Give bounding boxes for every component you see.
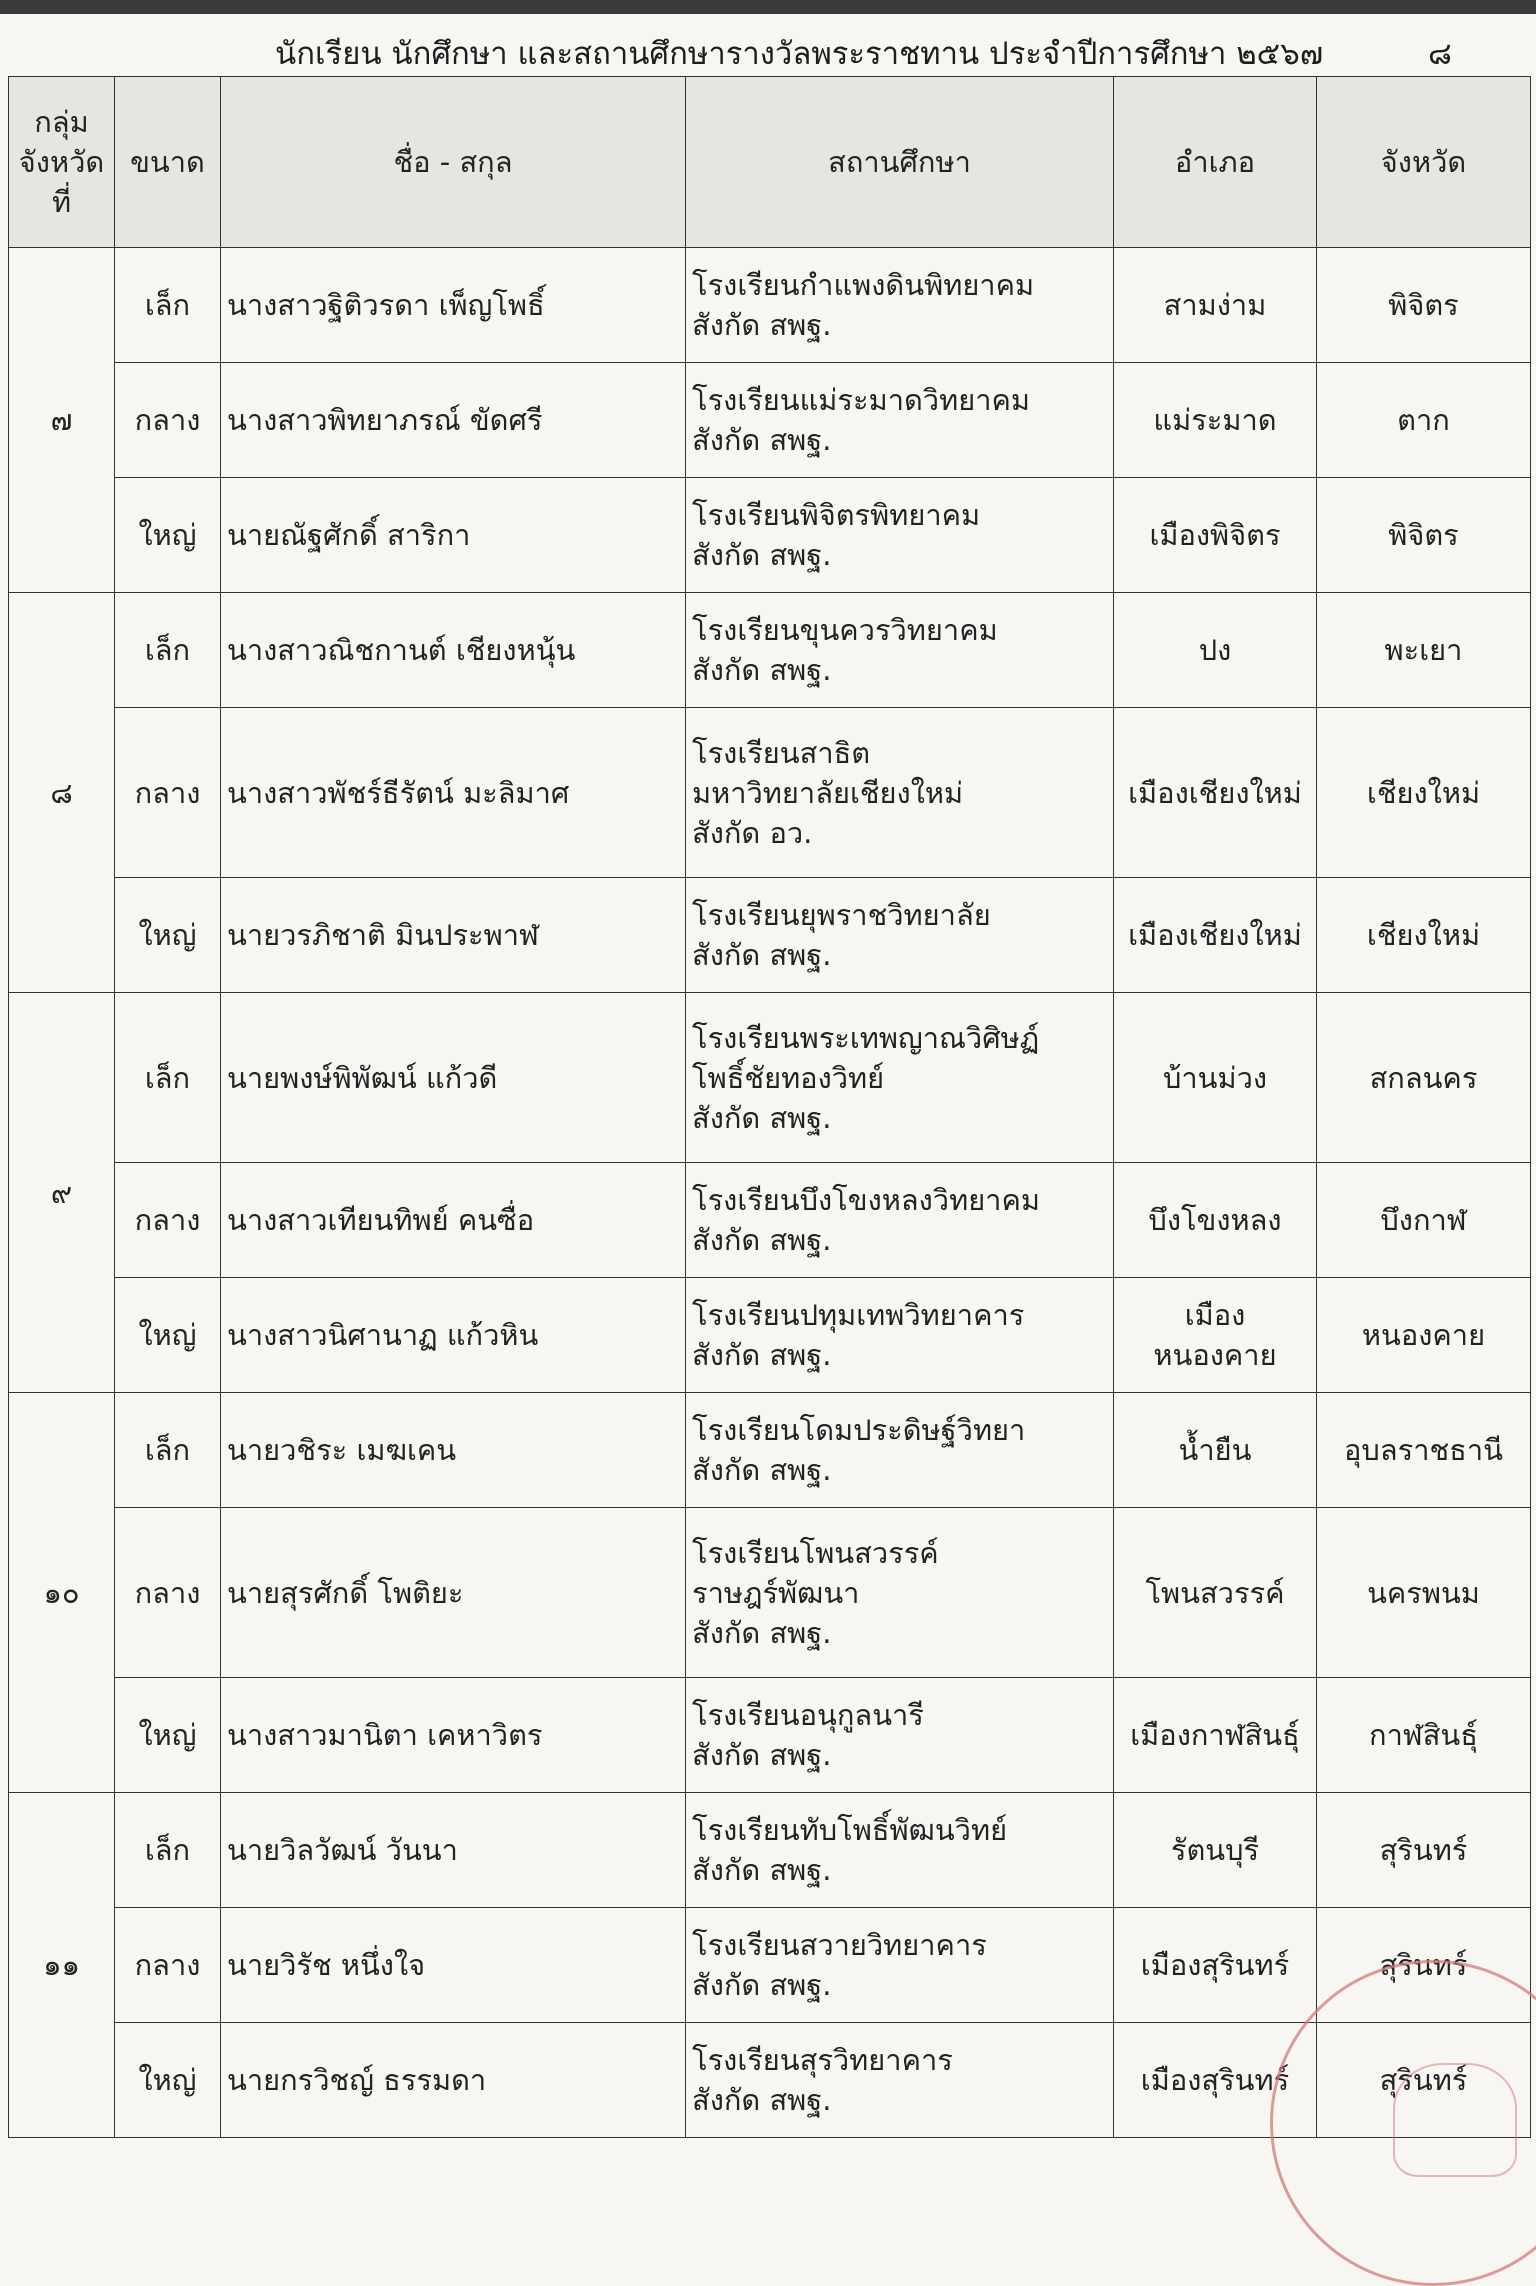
district-line: เมือง [1184, 1298, 1246, 1332]
seal-emblem [1393, 2063, 1517, 2177]
district-line: แม่ระมาด [1153, 403, 1277, 437]
school-line: โรงเรียนสาธิต [692, 735, 871, 770]
school-cell [686, 1908, 1114, 2023]
school-line: สังกัด สพฐ. [692, 1453, 832, 1487]
school-line: สังกัด สพฐ. [692, 1853, 832, 1887]
header-name: ชื่อ - สกุล [221, 77, 686, 248]
province-cell: อุบลราชธานี [1317, 1393, 1531, 1508]
table-header [9, 77, 1531, 248]
top-scan-edge [0, 0, 1536, 14]
district-cell [1114, 1278, 1317, 1393]
school-line: โพธิ์ชัยทองวิทย์ [692, 1060, 885, 1095]
district-cell [1114, 1163, 1317, 1278]
table-row [9, 1278, 1531, 1393]
size-cell: ใหญ่ [115, 2023, 221, 2138]
province-cell: พิจิตร [1317, 478, 1531, 593]
header-group-line: ที่ [51, 185, 72, 219]
province-cell: สุรินทร์ [1317, 1793, 1531, 1908]
school-cell [686, 1508, 1114, 1678]
school-line: ราษฎร์พัฒนา [692, 1575, 860, 1610]
district-line: โพนสวรรค์ [1145, 1575, 1285, 1610]
group-number: ๑๑ [9, 1793, 115, 2138]
name-cell: นายวชิระ เมฆเคน [221, 1393, 686, 1508]
name-cell: นายพงษ์พิพัฒน์ แก้วดี [221, 993, 686, 1163]
school-line: โรงเรียนขุนควรวิทยาคม [692, 613, 998, 647]
school-line: โรงเรียนโพนสวรรค์ [692, 1535, 939, 1570]
district-line: เมืองเชียงใหม่ [1128, 775, 1302, 810]
table-row [9, 1393, 1531, 1508]
district-line: เมืองกาฬสินธุ์ [1130, 1718, 1300, 1752]
province-cell: หนองคาย [1317, 1278, 1531, 1393]
school-line: สังกัด สพฐ. [692, 1223, 832, 1257]
province-cell: กาฬสินธุ์ [1317, 1678, 1531, 1793]
district-cell [1114, 1908, 1317, 2023]
school-line: โรงเรียนสวายวิทยาคาร [692, 1928, 987, 1962]
school-line: โรงเรียนกำแพงดินพิทยาคม [692, 268, 1035, 302]
page-title: นักเรียน นักศึกษา และสถานศึกษารางวัลพระราชทาน ประจำปีการศึกษา ๒๕๖๗ [275, 36, 1324, 72]
name-cell: นางสาวมานิตา เคหาวิตร [221, 1678, 686, 1793]
district-line: บึงโขงหลง [1148, 1203, 1282, 1237]
size-cell: กลาง [115, 1908, 221, 2023]
size-cell: ใหญ่ [115, 1278, 221, 1393]
size-cell: ใหญ่ [115, 478, 221, 593]
school-cell [686, 2023, 1114, 2138]
header-group-line: จังหวัด [18, 145, 105, 179]
district-line: รัตนบุรี [1170, 1833, 1260, 1867]
awards-table [8, 76, 1531, 2138]
province-cell: เชียงใหม่ [1317, 708, 1531, 878]
district-cell [1114, 993, 1317, 1163]
group-number: ๑๐ [9, 1393, 115, 1793]
district-line: เมืองสุรินทร์ [1140, 1948, 1290, 1982]
size-cell: กลาง [115, 1163, 221, 1278]
school-line: โรงเรียนยุพราชวิทยาลัย [692, 898, 991, 932]
name-cell: นางสาวพิทยาภรณ์ ขัดศรี [221, 363, 686, 478]
school-cell [686, 248, 1114, 363]
district-line: เมืองเชียงใหม่ [1128, 918, 1302, 952]
school-line: สังกัด สพฐ. [692, 423, 832, 457]
group-number: ๗ [9, 248, 115, 593]
school-line: โรงเรียนอนุกูลนารี [692, 1698, 924, 1732]
school-line: สังกัด สพฐ. [692, 2083, 832, 2117]
province-cell: สกลนคร [1317, 993, 1531, 1163]
header-province: จังหวัด [1317, 77, 1531, 248]
table-row [9, 248, 1531, 363]
district-line: สามง่าม [1163, 288, 1267, 322]
table-row [9, 478, 1531, 593]
school-cell [686, 1163, 1114, 1278]
district-line: ปง [1198, 633, 1232, 667]
school-cell [686, 708, 1114, 878]
school-line: สังกัด สพฐ. [692, 938, 832, 972]
size-cell: เล็ก [115, 993, 221, 1163]
name-cell: นายวิรัช หนึ่งใจ [221, 1908, 686, 2023]
table-row [9, 1793, 1531, 1908]
district-cell [1114, 593, 1317, 708]
school-line: โรงเรียนทับโพธิ์พัฒนวิทย์ [692, 1813, 1008, 1847]
district-cell [1114, 708, 1317, 878]
province-cell: สุรินทร์ [1317, 2023, 1531, 2138]
province-cell: พิจิตร [1317, 248, 1531, 363]
province-cell: บึงกาฬ [1317, 1163, 1531, 1278]
district-line: เมืองสุรินทร์ [1140, 2063, 1290, 2097]
table-row [9, 593, 1531, 708]
school-line: สังกัด สพฐ. [692, 538, 832, 572]
table-row [9, 1678, 1531, 1793]
school-line: สังกัด สพฐ. [692, 1100, 832, 1135]
school-line: โรงเรียนพิจิตรพิทยาคม [692, 498, 981, 532]
school-line: มหาวิทยาลัยเชียงใหม่ [692, 775, 964, 810]
school-line: โรงเรียนบึงโขงหลงวิทยาคม [692, 1183, 1040, 1217]
district-cell [1114, 1393, 1317, 1508]
table-row [9, 363, 1531, 478]
name-cell: นางสาวเทียนทิพย์ คนซื่อ [221, 1163, 686, 1278]
district-cell [1114, 478, 1317, 593]
school-line: สังกัด สพฐ. [692, 308, 832, 342]
size-cell: เล็ก [115, 248, 221, 363]
province-cell: พะเยา [1317, 593, 1531, 708]
school-cell [686, 593, 1114, 708]
table-row [9, 1508, 1531, 1678]
table-row [9, 878, 1531, 993]
school-cell [686, 1393, 1114, 1508]
size-cell: ใหญ่ [115, 878, 221, 993]
district-line: บ้านม่วง [1162, 1060, 1268, 1095]
province-cell: ตาก [1317, 363, 1531, 478]
table-row [9, 1908, 1531, 2023]
school-line: โรงเรียนพระเทพญาณวิศิษฏ์ [692, 1020, 1040, 1055]
size-cell: ใหญ่ [115, 1678, 221, 1793]
province-cell: สุรินทร์ [1317, 1908, 1531, 2023]
school-line: โรงเรียนแม่ระมาดวิทยาคม [692, 383, 1031, 417]
district-line: หนองคาย [1153, 1338, 1277, 1372]
school-line: โรงเรียนสุรวิทยาคาร [692, 2043, 953, 2077]
district-cell [1114, 1678, 1317, 1793]
size-cell: กลาง [115, 708, 221, 878]
page-number: ๘ [1428, 36, 1452, 72]
school-cell [686, 878, 1114, 993]
size-cell: กลาง [115, 1508, 221, 1678]
header-size: ขนาด [115, 77, 221, 248]
school-line: สังกัด สพฐ. [692, 653, 832, 687]
size-cell: เล็ก [115, 1793, 221, 1908]
school-cell [686, 1278, 1114, 1393]
school-line: สังกัด สพฐ. [692, 1968, 832, 2002]
school-line: โรงเรียนโดมประดิษฐ์วิทยา [692, 1413, 1026, 1447]
group-number: ๙ [9, 993, 115, 1393]
size-cell: เล็ก [115, 593, 221, 708]
size-cell: เล็ก [115, 1393, 221, 1508]
school-line: สังกัด สพฐ. [692, 1615, 832, 1650]
page-header [0, 14, 1536, 76]
school-cell [686, 1793, 1114, 1908]
district-line: เมืองพิจิตร [1149, 518, 1281, 552]
district-cell [1114, 363, 1317, 478]
school-line: โรงเรียนปทุมเทพวิทยาคาร [692, 1298, 1025, 1332]
school-line: สังกัด อว. [692, 815, 813, 850]
school-line: สังกัด สพฐ. [692, 1738, 832, 1772]
table-body [9, 248, 1531, 2138]
province-cell: เชียงใหม่ [1317, 878, 1531, 993]
name-cell: นายณัฐศักดิ์ สาริกา [221, 478, 686, 593]
name-cell: นายสุรศักดิ์ โพติยะ [221, 1508, 686, 1678]
district-cell [1114, 878, 1317, 993]
table-row [9, 993, 1531, 1163]
school-cell [686, 478, 1114, 593]
size-cell: กลาง [115, 363, 221, 478]
district-cell [1114, 248, 1317, 363]
table-row [9, 708, 1531, 878]
district-cell [1114, 1508, 1317, 1678]
district-line: น้ำยืน [1178, 1433, 1252, 1467]
name-cell: นางสาวฐิติวรดา เพ็ญโพธิ์ [221, 248, 686, 363]
school-line: สังกัด สพฐ. [692, 1338, 832, 1372]
name-cell: นายวิลวัฒน์ วันนา [221, 1793, 686, 1908]
district-cell [1114, 1793, 1317, 1908]
name-cell: นางสาวณิชกานต์ เชียงหนุ้น [221, 593, 686, 708]
header-district: อำเภอ [1114, 77, 1317, 248]
header-group [9, 77, 115, 248]
name-cell: นางสาวพัชร์ธีรัตน์ มะลิมาศ [221, 708, 686, 878]
name-cell: นายวรภิชาติ มินประพาฬ [221, 878, 686, 993]
school-cell [686, 363, 1114, 478]
header-group-line: กลุ่ม [34, 105, 89, 139]
header-school: สถานศึกษา [686, 77, 1114, 248]
school-cell [686, 1678, 1114, 1793]
school-cell [686, 993, 1114, 1163]
province-cell: นครพนม [1317, 1508, 1531, 1678]
name-cell: นางสาวนิศานาฏ แก้วหิน [221, 1278, 686, 1393]
name-cell: นายกรวิชญ์ ธรรมดา [221, 2023, 686, 2138]
group-number: ๘ [9, 593, 115, 993]
table-row [9, 1163, 1531, 1278]
